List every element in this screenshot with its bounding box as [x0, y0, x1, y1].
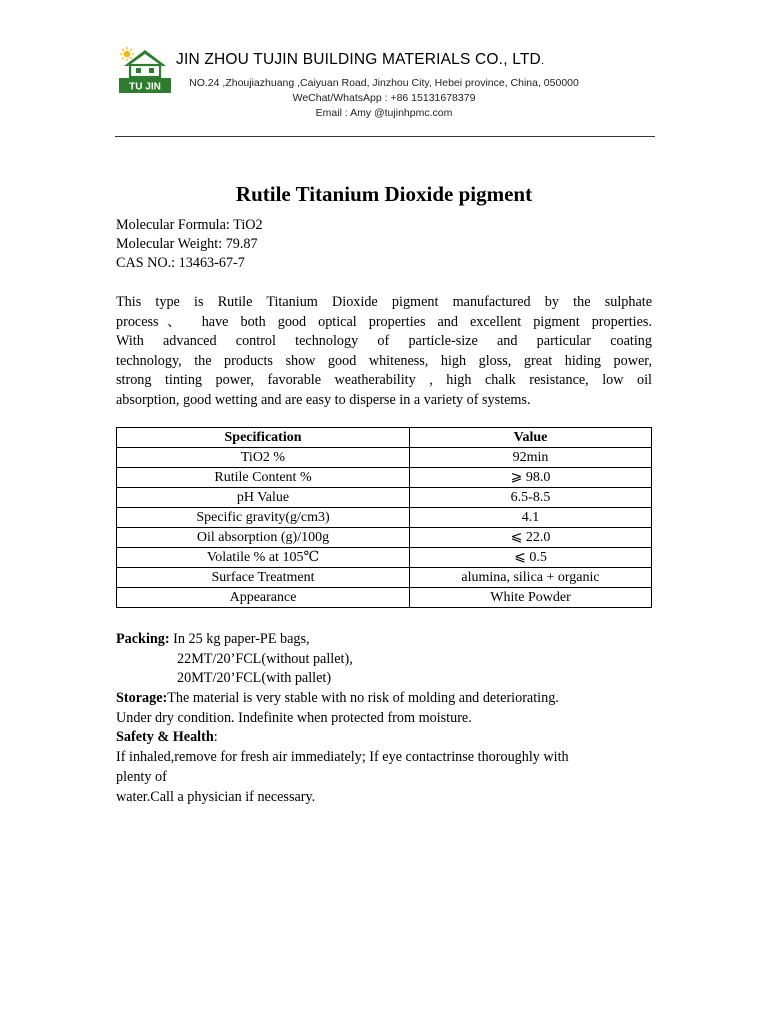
company-name: JIN ZHOU TUJIN BUILDING MATERIALS CO., LTD.	[176, 51, 545, 68]
logo-text: TU JIN	[129, 81, 161, 93]
table-cell: Surface Treatment	[117, 568, 410, 588]
table-cell: White Powder	[410, 588, 652, 608]
specification-table	[116, 427, 652, 608]
table-row	[117, 508, 652, 528]
table-cell: ⩽ 22.0	[410, 528, 652, 548]
header-divider	[115, 136, 655, 137]
table-row	[117, 448, 652, 468]
table-cell: 92min	[410, 448, 652, 468]
company-address: NO.24 ,Zhoujiazhuang ,Caiyuan Road, Jinzhou City, Hebei province, China, 050000	[189, 77, 579, 89]
safety-label: Safety & Health	[116, 729, 214, 745]
table-cell: Appearance	[117, 588, 410, 608]
table-cell: ⩽ 0.5	[410, 548, 652, 568]
table-cell: Specific gravity(g/cm3)	[117, 508, 410, 528]
table-row	[117, 588, 652, 608]
table-row	[117, 568, 652, 588]
packing-option: 22MT/20’FCL(without pallet),	[177, 651, 353, 667]
table-header-cell: Specification	[117, 428, 410, 448]
table-cell: 4.1	[410, 508, 652, 528]
molecular-weight: Molecular Weight: 79.87	[116, 236, 258, 252]
table-row	[117, 548, 652, 568]
packing-option: 20MT/20’FCL(with pallet)	[177, 670, 332, 686]
table-cell: 6.5-8.5	[410, 488, 652, 508]
cas-number: CAS NO.: 13463-67-7	[116, 255, 245, 271]
table-cell: alumina, silica + organic	[410, 568, 652, 588]
sun-icon	[120, 47, 134, 61]
company-wechat: WeChat/WhatsApp : +86 15131678379	[292, 92, 476, 104]
house-icon	[124, 50, 166, 77]
table-cell: ⩾ 98.0	[410, 468, 652, 488]
storage-detail: Under dry condition. Indefinite when protected from moisture.	[116, 710, 472, 726]
packing-line: Packing: In 25 kg paper-PE bags,	[116, 631, 310, 647]
safety-detail: water.Call a physician if necessary.	[116, 789, 316, 805]
safety-detail: plenty of	[116, 769, 167, 785]
storage-line: Storage:The material is very stable with no risk of molding and deteriorating.	[116, 690, 559, 706]
safety-detail: If inhaled,remove for fresh air immediately; If eye contactrinse thoroughly with	[116, 749, 569, 765]
table-cell: TiO2 %	[117, 448, 410, 468]
table-cell: Oil absorption (g)/100g	[117, 528, 410, 548]
table-row	[117, 528, 652, 548]
table-cell: pH Value	[117, 488, 410, 508]
table-header-row	[117, 428, 652, 448]
storage-label: Storage:	[116, 690, 168, 706]
table-row	[117, 468, 652, 488]
table-row	[117, 488, 652, 508]
packing-label: Packing:	[116, 631, 170, 647]
product-description: This type is Rutile Titanium Dioxide pigment manufactured by the sulphate process、 have both good optical properties and excellent pigment properties. With advanced control technology of particle-size and particular coating technology, the products show good whiteness, high gloss, great hiding power, strong tinting power, favorable weatherability , high chalk resistance, low oil absorption, good wetting and are easy to disperse in a variety of systems.	[116, 294, 652, 408]
molecular-formula: Molecular Formula: TiO2	[116, 217, 263, 233]
company-email: Email : Amy @tujinhpmc.com	[315, 107, 453, 119]
table-cell: Rutile Content %	[117, 468, 410, 488]
table-header-cell: Value	[410, 428, 652, 448]
document-title: Rutile Titanium Dioxide pigment	[235, 182, 533, 206]
safety-heading: Safety & Health:	[116, 729, 218, 745]
table-cell: Volatile % at 105℃	[117, 548, 410, 568]
